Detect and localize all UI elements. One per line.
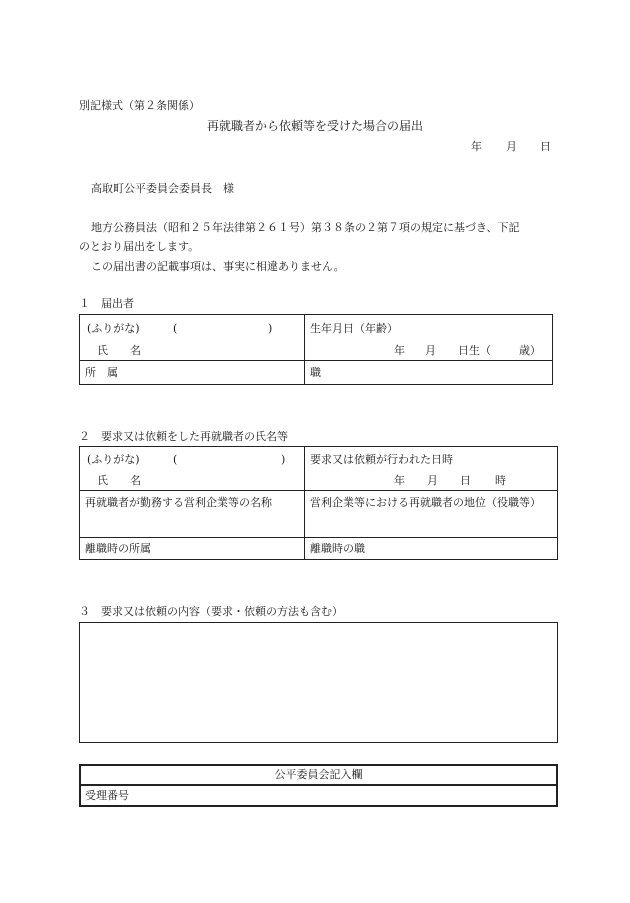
body-line-1: 地方公務員法（昭和２５年法律第２６１号）第３８条の２第７項の規定に基づき、下記: [91, 221, 520, 234]
reemployee-name-cell[interactable]: [80, 447, 305, 491]
birth-month: 月: [425, 344, 436, 357]
birth-age: 歳）: [519, 344, 541, 357]
post-cell[interactable]: [305, 361, 553, 385]
section2-heading: ２ 要求又は依頼をした再就職者の氏名等: [79, 430, 288, 443]
post-label: 職: [310, 366, 321, 379]
company-name-cell[interactable]: [80, 491, 305, 538]
name-label: 氏 名: [97, 474, 141, 487]
request-content-box[interactable]: [79, 622, 558, 743]
document-title: 再就職者から依頼等を受けた場合の届出: [206, 119, 423, 133]
paren-close: ): [268, 322, 273, 335]
date-day: 日: [540, 140, 551, 153]
birth-day: 日生（: [458, 344, 491, 357]
receipt-number-cell[interactable]: [80, 785, 557, 806]
committee-title-cell: [80, 765, 557, 785]
request-year: 年: [394, 474, 405, 487]
name-label: 氏 名: [97, 344, 141, 357]
request-datetime-label: 要求又は依頼が行われた日時: [310, 453, 453, 466]
company-name-label: 再就職者が勤務する営利企業等の名称: [85, 496, 272, 509]
section3-heading: ３ 要求又は依頼の内容（要求・依頼の方法も含む）: [79, 605, 343, 618]
reemployee-table: [79, 446, 558, 560]
paren-close: ): [281, 453, 286, 466]
furigana-label: (ふりがな): [87, 453, 140, 466]
date-year: 年: [471, 140, 482, 153]
committee-table: [79, 764, 558, 807]
section1-heading: １ 届出者: [79, 297, 134, 310]
paren-open: (: [173, 453, 178, 466]
request-hour: 時: [495, 474, 506, 487]
request-datetime-cell[interactable]: [305, 447, 558, 491]
body-line-2: のとおり届出をします。: [79, 240, 200, 253]
reemployee-position-cell[interactable]: [305, 491, 558, 538]
furigana-label: (ふりがな): [87, 322, 140, 335]
applicant-table: [79, 314, 553, 385]
birth-year: 年: [394, 344, 405, 357]
former-affiliation-cell[interactable]: [80, 538, 305, 560]
form-label: 別記様式（第２条関係）: [79, 99, 200, 112]
committee-title: 公平委員会記入欄: [274, 768, 363, 782]
affiliation-label: 所 属: [85, 366, 118, 379]
applicant-name-cell[interactable]: [80, 315, 305, 361]
former-post-label: 離職時の職: [310, 542, 365, 555]
reemployee-position-label: 営利企業等における再就職者の地位（役職等）: [310, 496, 541, 509]
birthdate-cell[interactable]: [305, 315, 553, 361]
body-line-3: この届出書の記載事項は、事実に相違ありません。: [91, 260, 345, 273]
date-month: 月: [506, 140, 517, 153]
former-post-cell[interactable]: [305, 538, 558, 560]
paren-open: (: [173, 322, 178, 335]
former-affiliation-label: 離職時の所属: [85, 542, 151, 555]
receipt-number-label: 受理番号: [85, 788, 129, 802]
birthdate-label: 生年月日（年齢）: [310, 322, 398, 335]
request-day: 日: [460, 474, 471, 487]
addressee: 高取町公平委員会委員長 様: [91, 182, 234, 195]
request-month: 月: [427, 474, 438, 487]
affiliation-cell[interactable]: [80, 361, 305, 385]
